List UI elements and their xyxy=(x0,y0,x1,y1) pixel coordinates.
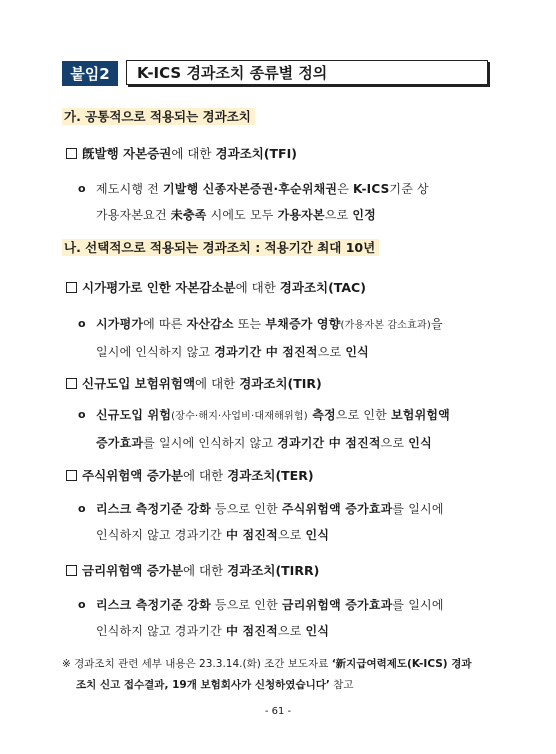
tirr-heading xyxy=(66,561,319,579)
tirr-head-bold: 금리위험액 증가분 xyxy=(82,563,183,578)
ter-head-term: 경과조치(TER) xyxy=(227,468,314,483)
text: 금리위험액 증가효과 xyxy=(281,598,393,612)
text: 가용자본요건 xyxy=(96,208,171,222)
tir-head-bold: 신규도입 보험위험액 xyxy=(82,376,196,391)
text: 리스크 측정기준 강화 xyxy=(96,598,211,612)
text: 신규도입 위험 xyxy=(96,408,172,422)
text: 인식 xyxy=(408,436,432,450)
tac-heading xyxy=(66,278,366,296)
checkbox-icon xyxy=(66,470,77,481)
text: 未충족 xyxy=(170,208,207,222)
text: 은 xyxy=(337,182,354,196)
checkbox-icon xyxy=(66,282,77,293)
checkbox-icon xyxy=(66,378,77,389)
checkbox-icon xyxy=(66,565,77,576)
text: (가용자본 감소효과) xyxy=(340,320,431,331)
attachment-tag: 붙임2 xyxy=(62,61,118,86)
page-title xyxy=(126,60,488,85)
tir-bullet xyxy=(78,402,508,456)
tir-heading xyxy=(66,374,322,392)
tir-head-term: 경과조치(TIR) xyxy=(239,376,322,391)
section-b-heading: 나. 선택적으로 적용되는 경과조치 : 적용기간 최대 10년 xyxy=(62,239,379,256)
tac-head-mid: 에 대한 xyxy=(235,280,280,295)
text: (장수·해지·사업비·대재해위험) xyxy=(171,411,308,422)
text: 인식 xyxy=(345,345,369,359)
text: 를 일시에 xyxy=(392,598,444,612)
text: 으로 xyxy=(277,528,306,542)
ter-head-mid: 에 대한 xyxy=(182,468,228,483)
bullet-icon: o xyxy=(78,598,86,611)
page-title-text: K-ICS 경과조치 종류별 정의 xyxy=(137,64,328,82)
ter-bullet xyxy=(78,496,508,548)
text: 일시에 인식하지 않고 xyxy=(96,345,215,359)
ter-head-bold: 주식위험액 증가분 xyxy=(82,468,183,483)
text: 부채증가 영향 xyxy=(265,317,341,331)
text: 으로 xyxy=(277,624,306,638)
bullet-icon: o xyxy=(78,182,86,195)
tirr-head-term: 경과조치(TIRR) xyxy=(227,563,320,578)
tirr-head-mid: 에 대한 xyxy=(182,563,228,578)
text: 경과기간 中 점진적 xyxy=(214,345,318,359)
text: 中 점진적 xyxy=(225,624,278,638)
text: 에 따른 xyxy=(143,317,187,331)
tfi-bullet xyxy=(78,176,508,228)
text: 시가평가 xyxy=(96,317,144,331)
text: 中 점진적 xyxy=(225,528,278,542)
bullet-icon: o xyxy=(78,317,86,330)
text: 제도시행 전 xyxy=(96,182,163,196)
text: 등으로 인한 xyxy=(210,502,282,516)
text: 증가효과 xyxy=(96,436,144,450)
tac-bullet xyxy=(78,311,508,365)
ter-heading xyxy=(66,466,314,484)
tirr-bullet xyxy=(78,592,508,644)
text: 인식하지 않고 경과기간 xyxy=(96,528,226,542)
text: 경과기간 中 점진적 xyxy=(277,436,381,450)
bullet-icon: o xyxy=(78,502,86,515)
tac-head-bold: 시가평가로 인한 자본감소분 xyxy=(82,280,236,295)
text: 으로 인한 xyxy=(335,408,391,422)
text: 시에도 모두 xyxy=(206,208,278,222)
tir-head-mid: 에 대한 xyxy=(195,376,240,391)
tfi-head-mid: 에 대한 xyxy=(171,146,216,161)
text: 인정 xyxy=(352,208,376,222)
page-number: - 61 - xyxy=(264,706,292,717)
text: 으로 xyxy=(324,208,353,222)
text: 으로 xyxy=(317,345,346,359)
tfi-heading xyxy=(66,144,297,162)
text: 를 일시에 xyxy=(392,502,444,516)
text: 를 일시에 인식하지 않고 xyxy=(143,436,278,450)
text: 참고 xyxy=(329,679,354,691)
text: 리스크 측정기준 강화 xyxy=(96,502,211,516)
checkbox-icon xyxy=(66,148,77,159)
bullet-icon: o xyxy=(78,408,86,421)
section-a-heading: 가. 공통적으로 적용되는 경과조치 xyxy=(62,108,255,125)
text: 가용자본 xyxy=(277,208,325,222)
text: 인식하지 않고 경과기간 xyxy=(96,624,226,638)
tac-head-term: 경과조치(TAC) xyxy=(279,280,366,295)
text: 인식 xyxy=(305,624,330,638)
text: 을 xyxy=(430,317,443,331)
text: ※ 경과조치 관련 세부 내용은 23.3.14.(화) 조간 보도자료 xyxy=(62,658,332,670)
text: 기발행 신종자본증권·후순위채권 xyxy=(163,182,338,196)
text: 보험위험액 xyxy=(390,408,450,422)
text: 기준 상 xyxy=(389,182,429,196)
tfi-head-bold: 旣발행 자본증권 xyxy=(82,146,172,161)
text: 으로 xyxy=(380,436,409,450)
text: K-ICS xyxy=(353,182,390,196)
text: 또는 xyxy=(233,317,266,331)
text: 조치 신고 접수결과, 19개 보험회사가 신청하였습니다’ xyxy=(76,679,330,691)
text: 측정 xyxy=(307,408,336,422)
text: 인식 xyxy=(305,528,330,542)
text: 등으로 인한 xyxy=(210,598,282,612)
footnote xyxy=(62,654,502,696)
tfi-head-term: 경과조치(TFI) xyxy=(215,146,297,161)
text: 주식위험액 증가효과 xyxy=(281,502,393,516)
text: 자산감소 xyxy=(186,317,234,331)
text: ‘新지급여력제도(K-ICS) 경과 xyxy=(331,658,472,670)
